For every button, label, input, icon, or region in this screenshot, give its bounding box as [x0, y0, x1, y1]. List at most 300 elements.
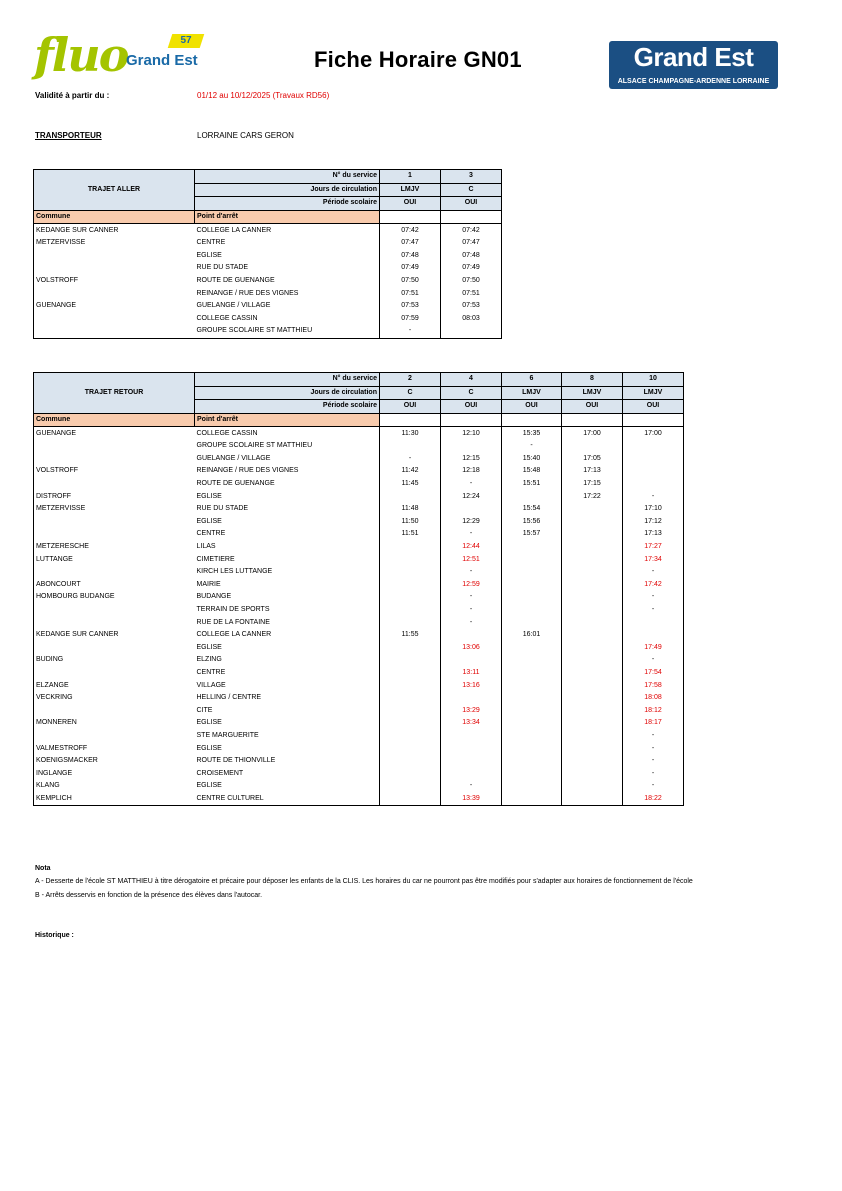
service-service-cell: 10 [623, 373, 684, 387]
time-cell: 18:12 [623, 704, 684, 717]
time-cell: - [441, 566, 502, 579]
page-title: Fiche Horaire GN01 [314, 47, 522, 72]
validity-value: 01/12 au 10/12/2025 (Travaux RD56) [197, 91, 330, 100]
time-cell: 17:54 [623, 667, 684, 680]
time-cell [441, 654, 502, 667]
table-row [34, 224, 502, 237]
service-period-cell: OUI [441, 400, 502, 414]
commune-cell [34, 704, 195, 717]
stop-cell: EGLISE [195, 490, 380, 503]
table-row [34, 528, 684, 541]
service-service-cell: 1 [380, 170, 441, 184]
time-cell: 17:05 [562, 453, 623, 466]
time-cell [441, 325, 502, 338]
time-cell [380, 604, 441, 617]
stop-cell: EGLISE [195, 717, 380, 730]
service-period-cell: OUI [623, 400, 684, 414]
time-cell: 15:51 [502, 478, 562, 491]
time-cell: 17:22 [562, 490, 623, 503]
time-cell: 07:50 [380, 275, 441, 288]
time-cell [562, 440, 623, 453]
time-cell [562, 755, 623, 768]
commune-cell: KLANG [34, 780, 195, 793]
time-cell [562, 793, 623, 806]
time-cell: 11:45 [380, 478, 441, 491]
time-cell: 17:27 [623, 541, 684, 554]
table-row [34, 755, 684, 768]
time-cell: 13:39 [441, 793, 502, 806]
commune-cell [34, 604, 195, 617]
commune-cell: LUTTANGE [34, 553, 195, 566]
time-cell [623, 478, 684, 491]
header-row [34, 373, 684, 387]
time-cell [623, 440, 684, 453]
time-cell: 12:59 [441, 579, 502, 592]
time-cell [380, 667, 441, 680]
service-days-cell: LMJV [502, 386, 562, 400]
commune-cell [34, 478, 195, 491]
time-cell [380, 440, 441, 453]
time-cell: - [441, 528, 502, 541]
commune-cell [34, 325, 195, 338]
commune-cell: METZERVISSE [34, 503, 195, 516]
time-cell [380, 579, 441, 592]
commune-cell: GUENANGE [34, 300, 195, 313]
table-row [34, 780, 684, 793]
time-cell [502, 793, 562, 806]
table-row [34, 793, 684, 806]
time-cell: 16:01 [502, 629, 562, 642]
service-period-cell: OUI [380, 400, 441, 414]
table-row [34, 478, 684, 491]
time-cell [502, 641, 562, 654]
time-cell: 17:15 [562, 478, 623, 491]
time-cell [502, 767, 562, 780]
table-row [34, 237, 502, 250]
time-cell [502, 692, 562, 705]
time-cell [502, 704, 562, 717]
time-cell [562, 679, 623, 692]
time-cell [562, 528, 623, 541]
table-row [34, 767, 684, 780]
time-cell: 11:42 [380, 465, 441, 478]
department-badge [168, 34, 205, 48]
time-cell: 07:51 [441, 287, 502, 300]
time-cell [502, 667, 562, 680]
commune-cell [34, 516, 195, 529]
time-cell [441, 742, 502, 755]
table-row [34, 553, 684, 566]
stop-cell: MAIRIE [195, 579, 380, 592]
note-a: A - Desserte de l'école ST MATTHIEU à titre dérogatoire et précaire pour déposer les enfants de la CLIS. Les horaires du car ne pourront pas être modifiés pour s'adapter aux horaires de fonctionnement de l'école [35, 878, 693, 885]
header-label-days: Jours de circulation [195, 183, 380, 197]
table-row [34, 566, 684, 579]
time-cell: - [441, 616, 502, 629]
stop-cell: ROUTE DE GUENANGE [195, 275, 380, 288]
table-row [34, 730, 684, 743]
time-cell: - [623, 604, 684, 617]
stop-cell: EGLISE [195, 516, 380, 529]
stop-cell: RUE DE LA FONTAINE [195, 616, 380, 629]
stop-cell: CENTRE [195, 237, 380, 250]
table-row [34, 641, 684, 654]
section-header-blank [441, 210, 502, 224]
timetable-aller [33, 169, 502, 339]
commune-cell: KEDANGE SUR CANNER [34, 224, 195, 237]
time-cell [380, 641, 441, 654]
time-cell: 13:29 [441, 704, 502, 717]
time-cell [562, 704, 623, 717]
stop-cell: TERRAIN DE SPORTS [195, 604, 380, 617]
commune-cell [34, 250, 195, 263]
time-cell [502, 490, 562, 503]
header-label-service: N° du service [195, 373, 380, 387]
table-row [34, 427, 684, 440]
time-cell [562, 604, 623, 617]
time-cell: 15:54 [502, 503, 562, 516]
time-cell [562, 579, 623, 592]
time-cell: 07:53 [441, 300, 502, 313]
stop-cell: EGLISE [195, 742, 380, 755]
stop-cell: BUDANGE [195, 591, 380, 604]
grand-est-logo-main: Grand Est [633, 42, 754, 72]
carrier-label: TRANSPORTEUR [35, 131, 102, 140]
table-row [34, 616, 684, 629]
stop-cell: EGLISE [195, 641, 380, 654]
table-row [34, 313, 502, 326]
time-cell [502, 679, 562, 692]
commune-cell: VALMESTROFF [34, 742, 195, 755]
commune-cell [34, 440, 195, 453]
service-period-cell: OUI [562, 400, 623, 414]
fluo-logo-sub: Grand Est [126, 52, 198, 69]
time-cell: - [623, 566, 684, 579]
section-header-row [34, 413, 684, 427]
carrier-value: LORRAINE CARS GERON [197, 131, 294, 140]
time-cell: - [623, 591, 684, 604]
service-service-cell: 3 [441, 170, 502, 184]
table-row [34, 250, 502, 263]
time-cell [380, 490, 441, 503]
time-cell: 17:13 [562, 465, 623, 478]
time-cell [380, 730, 441, 743]
commune-cell [34, 730, 195, 743]
time-cell [623, 616, 684, 629]
table-row [34, 667, 684, 680]
time-cell [562, 641, 623, 654]
time-cell [623, 453, 684, 466]
time-cell: 13:34 [441, 717, 502, 730]
time-cell [623, 465, 684, 478]
time-cell [502, 553, 562, 566]
time-cell [562, 692, 623, 705]
stop-cell: CENTRE CULTUREL [195, 793, 380, 806]
department-badge-text: 57 [180, 35, 192, 46]
commune-cell: KOENIGSMACKER [34, 755, 195, 768]
time-cell [441, 629, 502, 642]
stop-cell: LILAS [195, 541, 380, 554]
service-days-cell: LMJV [623, 386, 684, 400]
time-cell: 11:30 [380, 427, 441, 440]
table-row [34, 541, 684, 554]
time-cell: 18:22 [623, 793, 684, 806]
table-row [34, 717, 684, 730]
time-cell: - [623, 654, 684, 667]
section-header-row [34, 210, 502, 224]
time-cell: 12:15 [441, 453, 502, 466]
commune-cell: VOLSTROFF [34, 275, 195, 288]
time-cell: 07:47 [441, 237, 502, 250]
stop-cell: HELLING / CENTRE [195, 692, 380, 705]
fluo-logo-word: fluo [34, 28, 128, 82]
stop-cell: COLLEGE LA CANNER [195, 629, 380, 642]
time-cell [441, 730, 502, 743]
table-row [34, 490, 684, 503]
time-cell: 17:58 [623, 679, 684, 692]
time-cell [380, 591, 441, 604]
time-cell: - [623, 490, 684, 503]
commune-cell: KEDANGE SUR CANNER [34, 629, 195, 642]
time-cell: - [441, 780, 502, 793]
section-header-blank [562, 413, 623, 427]
time-cell [502, 566, 562, 579]
time-cell [562, 767, 623, 780]
time-cell: 13:11 [441, 667, 502, 680]
time-cell: 11:48 [380, 503, 441, 516]
time-cell [562, 717, 623, 730]
time-cell: 12:44 [441, 541, 502, 554]
table-row [34, 692, 684, 705]
service-service-cell: 8 [562, 373, 623, 387]
stop-cell: CENTRE [195, 667, 380, 680]
time-cell [562, 591, 623, 604]
table-row [34, 579, 684, 592]
stop-cell: RUE DU STADE [195, 262, 380, 275]
time-cell: 12:29 [441, 516, 502, 529]
commune-cell [34, 313, 195, 326]
time-cell [562, 516, 623, 529]
fluo-logo [30, 30, 210, 85]
time-cell: 17:49 [623, 641, 684, 654]
time-cell: 11:51 [380, 528, 441, 541]
section-header-blank [380, 210, 441, 224]
time-cell [380, 780, 441, 793]
time-cell [380, 566, 441, 579]
time-cell [380, 679, 441, 692]
service-days-cell: LMJV [380, 183, 441, 197]
commune-cell: MONNEREN [34, 717, 195, 730]
time-cell: - [623, 780, 684, 793]
stop-cell: GROUPE SCOLAIRE ST MATTHIEU [195, 440, 380, 453]
time-cell: 15:48 [502, 465, 562, 478]
commune-cell [34, 641, 195, 654]
time-cell [380, 616, 441, 629]
time-cell [380, 553, 441, 566]
time-cell [380, 767, 441, 780]
table-row [34, 465, 684, 478]
time-cell [380, 742, 441, 755]
commune-cell: KEMPLICH [34, 793, 195, 806]
time-cell [562, 629, 623, 642]
time-cell: 07:48 [380, 250, 441, 263]
time-cell [380, 541, 441, 554]
commune-cell: VOLSTROFF [34, 465, 195, 478]
stop-cell: CITE [195, 704, 380, 717]
stop-cell: REINANGE / RUE DES VIGNES [195, 465, 380, 478]
time-cell: 15:57 [502, 528, 562, 541]
service-service-cell: 6 [502, 373, 562, 387]
service-period-cell: OUI [502, 400, 562, 414]
time-cell: 08:03 [441, 313, 502, 326]
table-row [34, 503, 684, 516]
service-service-cell: 2 [380, 373, 441, 387]
stop-cell: RUE DU STADE [195, 503, 380, 516]
table-row [34, 453, 684, 466]
commune-cell: ABONCOURT [34, 579, 195, 592]
time-cell [562, 616, 623, 629]
table-row [34, 287, 502, 300]
stop-cell: REINANGE / RUE DES VIGNES [195, 287, 380, 300]
time-cell [502, 604, 562, 617]
time-cell [441, 692, 502, 705]
commune-cell: VECKRING [34, 692, 195, 705]
table-row [34, 629, 684, 642]
stop-cell: EGLISE [195, 780, 380, 793]
time-cell [562, 503, 623, 516]
header-label-days: Jours de circulation [195, 386, 380, 400]
notes-title: Nota [35, 865, 51, 872]
service-period-cell: OUI [441, 197, 502, 211]
service-days-cell: C [380, 386, 441, 400]
table-row [34, 516, 684, 529]
stop-header: Point d'arrêt [195, 413, 380, 427]
time-cell: - [441, 478, 502, 491]
timetable-retour-body [34, 373, 684, 806]
trajet-title: TRAJET RETOUR [34, 373, 195, 414]
section-header-blank [380, 413, 441, 427]
time-cell: - [441, 591, 502, 604]
table-row [34, 654, 684, 667]
time-cell: 11:50 [380, 516, 441, 529]
time-cell: 17:34 [623, 553, 684, 566]
table-row [34, 300, 502, 313]
section-header-blank [441, 413, 502, 427]
service-days-cell: C [441, 386, 502, 400]
time-cell [380, 704, 441, 717]
time-cell [623, 629, 684, 642]
validity-label: Validité à partir du : [35, 91, 110, 100]
time-cell [502, 730, 562, 743]
table-row [34, 262, 502, 275]
time-cell: 07:47 [380, 237, 441, 250]
time-cell: 07:50 [441, 275, 502, 288]
stop-cell: ELZING [195, 654, 380, 667]
time-cell [380, 717, 441, 730]
commune-cell: METZERVISSE [34, 237, 195, 250]
stop-cell: ROUTE DE THIONVILLE [195, 755, 380, 768]
time-cell [502, 541, 562, 554]
time-cell [562, 566, 623, 579]
time-cell [441, 503, 502, 516]
time-cell: 17:00 [562, 427, 623, 440]
time-cell: - [623, 755, 684, 768]
time-cell: 07:51 [380, 287, 441, 300]
time-cell [502, 654, 562, 667]
commune-cell: GUENANGE [34, 427, 195, 440]
commune-cell [34, 667, 195, 680]
time-cell: 07:49 [380, 262, 441, 275]
stop-cell: ROUTE DE GUENANGE [195, 478, 380, 491]
table-row [34, 704, 684, 717]
timetable-aller-body [34, 170, 502, 339]
time-cell [441, 440, 502, 453]
service-period-cell: OUI [380, 197, 441, 211]
time-cell [562, 742, 623, 755]
commune-cell: HOMBOURG BUDANGE [34, 591, 195, 604]
stop-cell: COLLEGE LA CANNER [195, 224, 380, 237]
time-cell: 13:06 [441, 641, 502, 654]
time-cell [562, 730, 623, 743]
service-days-cell: LMJV [562, 386, 623, 400]
time-cell [502, 591, 562, 604]
time-cell [502, 579, 562, 592]
time-cell: 12:24 [441, 490, 502, 503]
time-cell: 07:42 [380, 224, 441, 237]
time-cell: - [380, 453, 441, 466]
time-cell: 07:59 [380, 313, 441, 326]
time-cell: 17:13 [623, 528, 684, 541]
trajet-title: TRAJET ALLER [34, 170, 195, 211]
history-label: Historique : [35, 932, 74, 939]
time-cell [502, 717, 562, 730]
time-cell: - [380, 325, 441, 338]
commune-cell [34, 528, 195, 541]
time-cell: - [623, 742, 684, 755]
table-row [34, 325, 502, 338]
time-cell: 18:17 [623, 717, 684, 730]
time-cell: 07:53 [380, 300, 441, 313]
commune-header: Commune [34, 413, 195, 427]
header-label-service: N° du service [195, 170, 380, 184]
table-row [34, 679, 684, 692]
time-cell [502, 742, 562, 755]
stop-cell: CENTRE [195, 528, 380, 541]
time-cell: 12:18 [441, 465, 502, 478]
commune-cell: INGLANGE [34, 767, 195, 780]
stop-cell: GUELANGE / VILLAGE [195, 300, 380, 313]
time-cell: 15:35 [502, 427, 562, 440]
time-cell: 17:10 [623, 503, 684, 516]
grand-est-logo [609, 41, 778, 89]
stop-cell: EGLISE [195, 250, 380, 263]
timetable-retour [33, 372, 684, 806]
header-label-period: Période scolaire [195, 400, 380, 414]
time-cell: 07:42 [441, 224, 502, 237]
time-cell: 07:48 [441, 250, 502, 263]
stop-cell: KIRCH LES LUTTANGE [195, 566, 380, 579]
time-cell: - [441, 604, 502, 617]
stop-cell: CROISEMENT [195, 767, 380, 780]
table-row [34, 742, 684, 755]
commune-cell [34, 616, 195, 629]
time-cell [562, 667, 623, 680]
commune-header: Commune [34, 210, 195, 224]
stop-cell: COLLEGE CASSIN [195, 427, 380, 440]
time-cell: 17:00 [623, 427, 684, 440]
time-cell: 18:08 [623, 692, 684, 705]
time-cell: 07:49 [441, 262, 502, 275]
commune-cell [34, 262, 195, 275]
